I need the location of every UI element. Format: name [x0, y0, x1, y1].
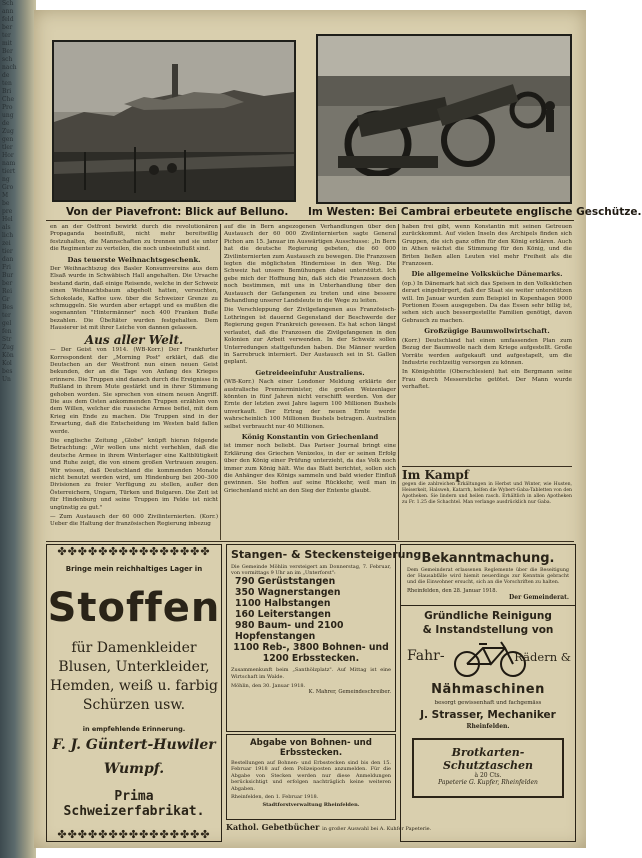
ad-word-fahr: Fahr-: [407, 648, 445, 664]
bike-row: [401, 638, 575, 682]
previous-page-fragment: zei: [2, 240, 11, 247]
previous-page-fragment: nam: [2, 160, 16, 167]
ornament-border-bottom: ✤✤✤✤✤✤✤✤✤✤✤✤✤✤✤: [57, 828, 211, 841]
ad-place-date: Möhlin, den 30. Januar 1918.: [231, 682, 306, 689]
ornament-border-top: ✤✤✤✤✤✤✤✤✤✤✤✤✤✤✤: [57, 545, 211, 558]
ad-item: 790 Gerüststangen: [235, 576, 336, 588]
newspaper-page: [34, 10, 642, 848]
box-price: à 20 Cts.: [474, 772, 502, 779]
ad-title: Stangen- & Steckensteigerung: [231, 548, 422, 561]
ad-product-line: für Damenkleider: [71, 640, 197, 656]
ad-product-line: Blusen, Unterkleider,: [58, 659, 210, 675]
article-text: Der Weihnachtszug des Basler Konsumvereins aus dem Elsaß wurde in Schwäbisch Hall angehalten. Die Ursache bestand darin, daß einige Reisende, welche in der Schweiz einen Weihnachtsbaum abgeholt hatten, versuchten, Schokolade, Kaffee usw. über die Schweizer Grenze zu schmuggeln. Sie wurden aber ertappt und es mußten die sogenannten "Hintermänner" noch 400 Franken Buße bezahlen. Die Übeltäter wurden festgehalten. Dem Hausierer ist mit ihrer Leiche von dannen gelassen.: [50, 266, 218, 332]
previous-page-fragment: gel: [2, 320, 12, 327]
previous-page-fragment: ber: [2, 24, 13, 31]
previous-page-fragment: Kön: [2, 352, 14, 359]
previous-page-fragment: ng: [2, 176, 10, 183]
ad-meeting: Zusammenkunft beim „Santhölzplatz". Auf Mittag ist eine Wirtschaft im Walde.: [231, 667, 391, 680]
previous-page-fragment: Un: [2, 376, 11, 383]
column-rule-1: [220, 224, 221, 540]
photo-belluno: [52, 40, 296, 202]
divider: [401, 605, 575, 606]
ad-product-line: Hemden, weiß u. farbig: [49, 678, 219, 694]
previous-page-edge: [0, 0, 34, 858]
article-text: — Zum Austausch der 60 000 Zivilinternierten. (Korr.) Ueber die Haltung der französischen Regierung inbezug: [50, 514, 218, 528]
previous-page-fragment: tiert: [2, 168, 16, 175]
ad-item: 350 Wagnerstangen: [235, 587, 341, 599]
article-heading: Getreideeinfuhr Australiens.: [255, 368, 365, 377]
previous-page-fragment: ter: [2, 312, 11, 319]
ad-title: Im Kampf: [402, 468, 469, 482]
previous-page-fragment: ann: [2, 8, 14, 15]
ad-title: Bekanntmachung.: [421, 551, 555, 566]
previous-page-fragment: Gro: [2, 184, 14, 191]
previous-page-fragment: ber: [2, 280, 13, 287]
ad-merchant-name: F. J. Güntert-Huwiler: [52, 737, 216, 753]
box-title: Brotkarten-: [451, 746, 525, 759]
box-title-2: Schutztaschen: [442, 759, 534, 772]
ad-tagline: Prima Schweizerfabrikat.: [63, 789, 205, 819]
article-heading: König Konstantin von Griechenland: [241, 432, 379, 441]
article-text: Die Verschleppung der Zivilgefangenen aus Französisch-Lothringen ist dauernd Gegenstand der Beschwerde der Regierung gegen Frankreich gewesen. Es hat schon längst verlautet, daß die Franzosen die Zivilgefangenen in den Kolonien zur Arbeit verwenden. In der Schweiz sollen Unterredungen stattgefunden haben. Die Männer wurden in Sarrebruck interniert. Der Austausch sei in St. Gallen geplant.: [224, 307, 396, 366]
ad-brotkarten-box: [412, 738, 564, 798]
ad-signature: K. Mahrer, Gemeindeschreiber.: [308, 689, 391, 696]
article-text: Die englische Zeitung „Globe" knüpft hieran folgende Betrachtung: „Wir wollen uns nicht verhehlen, daß die deutsche Armee in ihrem Winterlager eine Kaltblütigkeit und Ruhe zeigt, die von einem großen Vertrauen zeugen. Wir wissen, daß Deutschland die kommenden Monate nicht benutzt werden wird, um Hindenburg bei 200–300 Divisionen zu freier Verfügung zu stellen, außer den Österreichern, Ungarn, Türken und Bulgaren. Die Zeit ist für Hindenburg und seine Truppen im Felde ist nicht ungünstig zu gut.": [50, 437, 218, 511]
previous-page-fragment: feld: [2, 16, 14, 23]
article-heading: Großzügige Baumwollwirtschaft.: [424, 327, 550, 336]
ad-intro: Die Gemeinde Möhlin versteigert am Donnerstag, 7. Februar, von vormittags 9 Uhr an im „Unterforst":: [231, 564, 391, 577]
ad-service-line-2: & Instandstellung von: [422, 624, 554, 636]
photo-cambrai-guns: [316, 34, 572, 204]
photo-caption-left: Von der Piavefront: Blick auf Belluno.: [66, 206, 289, 218]
ad-stoffen: [46, 544, 222, 842]
ad-im-kampf: [402, 468, 572, 538]
article-column-3: [402, 224, 572, 464]
box-shop: Papeterie G. Kupfer, Rheinfelden: [438, 779, 538, 786]
photo-caption-right: Im Westen: Bei Cambrai erbeutete englische Geschütze.: [308, 206, 642, 218]
previous-page-fragment: Pro: [2, 104, 13, 111]
ad-date: Rheinfelden, den 1. Februar 1918.: [231, 794, 319, 801]
previous-page-fragment: Che: [2, 96, 15, 103]
previous-page-fragment: be: [2, 200, 10, 207]
ad-text: gegen die zahlreichen Erkältungen in Herbst und Winter, wie Husten, Heiserkeit, Halsweh, Katarrh, helfen die Wybert-Gaba-Tabletten von den Apotheken. Sie lindern und heilen rasch. Erhältlich in allen Apotheken zu Fr. 1.25 die Schachtel. Man verlange ausdrücklich nur Gaba.: [402, 482, 572, 505]
ad-reminder: in empfehlende Erinnerung.: [82, 725, 186, 733]
ad-naehmaschinen: Nähmaschinen: [431, 682, 545, 697]
ad-headline: Stoffen: [47, 585, 221, 631]
ad-item: 980 Baum- und 2100 Hopfenstangen: [235, 620, 344, 643]
previous-page-fragment: Hel: [2, 216, 13, 223]
previous-page-fragment: Bur: [2, 272, 14, 279]
ad-text: Bestellungen auf Bohnen- und Erbsstecken sind bis den 15. Februar 1918 auf dem Polizeiposten anzumelden. Für die Abgabe von Stecken werden nur diese Anmeldungen berücksichtigt und erfolgen nachträglich keine weiteren Abgaben.: [231, 760, 391, 792]
previous-page-fragment: mit: [2, 40, 13, 47]
kampf-divider: [402, 466, 572, 467]
previous-page-fragment: dan: [2, 256, 14, 263]
previous-page-fragment: Zug: [2, 344, 14, 351]
photo-divider: [46, 220, 574, 221]
ad-mechanic-name: J. Strasser, Mechaniker: [420, 709, 556, 721]
previous-page-fragment: de: [2, 120, 10, 127]
article-text: en an der Ostfront bewirkt durch die revolutionären Propaganda beeinflußt, nicht mehr bereitwillig festzuhalten, die Mannschaften zu trennen und sie unter die Regimenter zu verteilen, die noch unbeeinflußt sind.: [50, 224, 218, 253]
article-text: In Königshütte (Oberschlesien) hat ein Bergmann seine Frau durch Messerstiche getötet. Der Mann wurde verhaftet.: [402, 369, 572, 391]
previous-page-fragment: Ber: [2, 48, 13, 55]
ad-product-line: Schürzen usw.: [82, 697, 186, 713]
article-text: auf die in Bern angezogenen Verhandlungen über den Austausch der 60 000 Zivilinternierten sagte General Pichon am 15. Januar im Auswärtigen Ausschusse: „In Bern hat die deutsche Regierung gebeten, die 60 000 Zivilinternierten zum Austausch zu bewegen. Die Franzosen legten die möglichsten Hindernisse in den Weg. Die Schweiz hat unsere Bemühungen dabei unterstützt. Ich gebe mich der Hoffnung hin, daß sich die Franzosen doch noch bestimmen, mit uns in Unterhandlung über den Austausch der Gefangenen zu treten und eine bessere Behandlung unserer Landsleute in die Wege zu leiten.: [224, 224, 396, 305]
previous-page-fragment: Gr: [2, 296, 10, 303]
previous-page-fragment: Kol: [2, 360, 12, 367]
ad-item: 1100 Halbstangen: [235, 598, 331, 610]
ad-stangensteigerung: [226, 544, 422, 732]
ad-text: Dem Gemeinderat erlassenen Reglemente über die Beseitigung der Hausabfälle wird hiemit neuerdings zur Kenntnis gebracht und die Einwohner ersucht, sich an die Vorschriften zu halten.: [407, 568, 569, 585]
previous-page-fragment: pre: [2, 208, 13, 215]
article-text: (WB-Korr.) Nach einer Londoner Meldung erklärte der australische Premierminister, die großen Weizenlager könnten in fünf Jahren nicht verschifft werden. Von der Ernte der letzten zwei Jahre lagern 100 Millionen Bushels unverkauft. Der Ertrag der neuen Ernte werde wahrscheinlich 100 Millionen Bushels betragen. Australien selbst verbraucht nur 40 Millionen.: [224, 379, 396, 430]
ad-lead: Bringe mein reichhaltiges Lager in: [65, 565, 203, 573]
previous-page-fragment: tier: [2, 248, 13, 255]
ad-item: 160 Leiterstangen: [235, 609, 331, 621]
previous-page-fragment: fen: [2, 328, 12, 335]
previous-page-fragment: nach: [2, 64, 17, 71]
article-heading: Das teuerste Weihnachtsgeschenk.: [67, 255, 201, 264]
column-rule-2: [398, 224, 399, 540]
ad-signature: Stadtforstverwaltung Rheinfelden.: [262, 802, 360, 809]
ad-product-lines: [47, 639, 221, 715]
article-column-2: [224, 224, 396, 542]
article-heading: Die allgemeine Volksküche Dänemarks.: [411, 270, 563, 279]
previous-page-fragment: tler: [2, 144, 13, 151]
previous-page-fragment: gen: [2, 136, 14, 143]
article-text: — Der Geist von 1914. (WB-Korr.) Der Frankfurter Korrespondent der „Morning Post" erklärt, daß die Deutschen an der Westfront nun einen neuen Geist bekunden, der an die Tage von Anfang des Krieges erinnere. Die Truppen sind danach durch die Ereignisse in Rußland in ihrem Mute gestärkt und in ihrer Stimmung gehoben worden. Sie sprechen von einem neuen Angriff. Die aus dem Osten ankommenden Truppen erzählen von dem Willen, welcher die russische Armee befiel, mit dem Krieg ein Ende zu machen. Die Truppen sind in der Erwartung, daß die Entscheidung im Westen bald fallen werde.: [50, 347, 218, 435]
ads-divider: [46, 541, 574, 542]
previous-page-fragment: ten: [2, 80, 12, 87]
previous-page-fragment: ung: [2, 112, 14, 119]
previous-page-fragment: sch: [2, 56, 13, 63]
ad-item: 1100 Reb-, 3800 Bohnen- und 1200 Erbsstecken.: [233, 642, 389, 665]
previous-page-fragment: Str: [2, 336, 12, 343]
previous-page-fragment: Zug: [2, 128, 14, 135]
previous-page-fragment: Hor: [2, 152, 14, 159]
previous-page-fragment: Bes: [2, 304, 14, 311]
ad-title: Kathol. Gebetbücher: [226, 822, 320, 832]
previous-page-fragment: lich: [2, 232, 14, 239]
ad-bohnen: [226, 734, 396, 820]
previous-page-fragment: bes: [2, 368, 13, 375]
previous-page-fragment: Fri: [2, 264, 11, 271]
ad-text: in großer Auswahl bei A. Kuhfer Papeterie.: [322, 826, 432, 832]
article-text: haben frei gibt, wenn Konstantin mit seinen Getreuen zurückkommt. Auf vielen Inseln des Archipels finden sich Gruppen, die sich ganz offen für den König erklären. Auch in Athen wächst die Stimmung für den König, und die Briten ließen allen Leuten viel mehr Freiheit als die Franzosen.: [402, 224, 572, 268]
ad-besorgt: besorgt gewissenhaft und fachgemäss: [434, 700, 542, 706]
ad-mechanic-town: Rheinfelden.: [466, 723, 510, 730]
ad-merchant-town: Wumpf.: [103, 761, 165, 777]
article-text: ist immer noch beliebt. Das Pariser Journal bringt eine Erklärung des Griechen Venizelos, in der er seinen Erfolg über den König einer Prüfung unterzieht, da das Volk noch immer zum König hält. Wie das Blatt berichtet, sollen sich die Anhänger des Königs sammeln und bald wieder Einfluß gewinnen. Sie hoffen auf seine Rückkehr, weil man in Griechenland nicht an den Sieg der Entente glaubt.: [224, 443, 396, 494]
previous-page-fragment: Sch: [2, 0, 14, 7]
previous-page-fragment: als: [2, 224, 11, 231]
ad-item-list: [231, 576, 391, 664]
previous-page-fragment: Rei: [2, 288, 12, 295]
ad-word-raedern: Rädern &: [514, 650, 571, 664]
previous-page-fragment: ter: [2, 32, 11, 39]
ad-title: Abgabe von Bohnen- und Erbsstecken.: [250, 738, 372, 758]
ad-bekanntmachung: [400, 544, 576, 842]
previous-page-fragment: Bri: [2, 88, 12, 95]
article-text: (op.) In Dänemark hat sich das Speisen in den Volksküchen derart eingebürgert, daß der Staat sie weiter unterstützen will. Im Januar wurden zum Beispiel in Kopenhagen 9000 Portionen Essen ausgegeben. Da das Essen sehr billig ist, sehen sich auch bessergestellte Familien genötigt, davon Gebrauch zu machen.: [402, 280, 572, 324]
ad-gebetbuecher: [226, 822, 432, 832]
article-text: (Korr.) Deutschland hat einen umfassenden Plan zum Bezug der Baumwolle nach dem Kriege aufgestellt. Große Vorräte werden aufgekauft und aufgestapelt, um die Industrie rechtzeitig versorgen zu können.: [402, 337, 572, 366]
ad-signature: Der Gemeinderat.: [509, 594, 569, 601]
previous-page-fragment: de: [2, 72, 10, 79]
ad-service-line-1: Gründliche Reinigung: [424, 610, 552, 622]
previous-page-fragment: M: [2, 192, 9, 199]
article-column-1: [50, 224, 218, 542]
ad-date: Rheinfelden, den 28. Januar 1918.: [407, 588, 498, 594]
section-heading: Aus aller Welt.: [84, 332, 184, 347]
